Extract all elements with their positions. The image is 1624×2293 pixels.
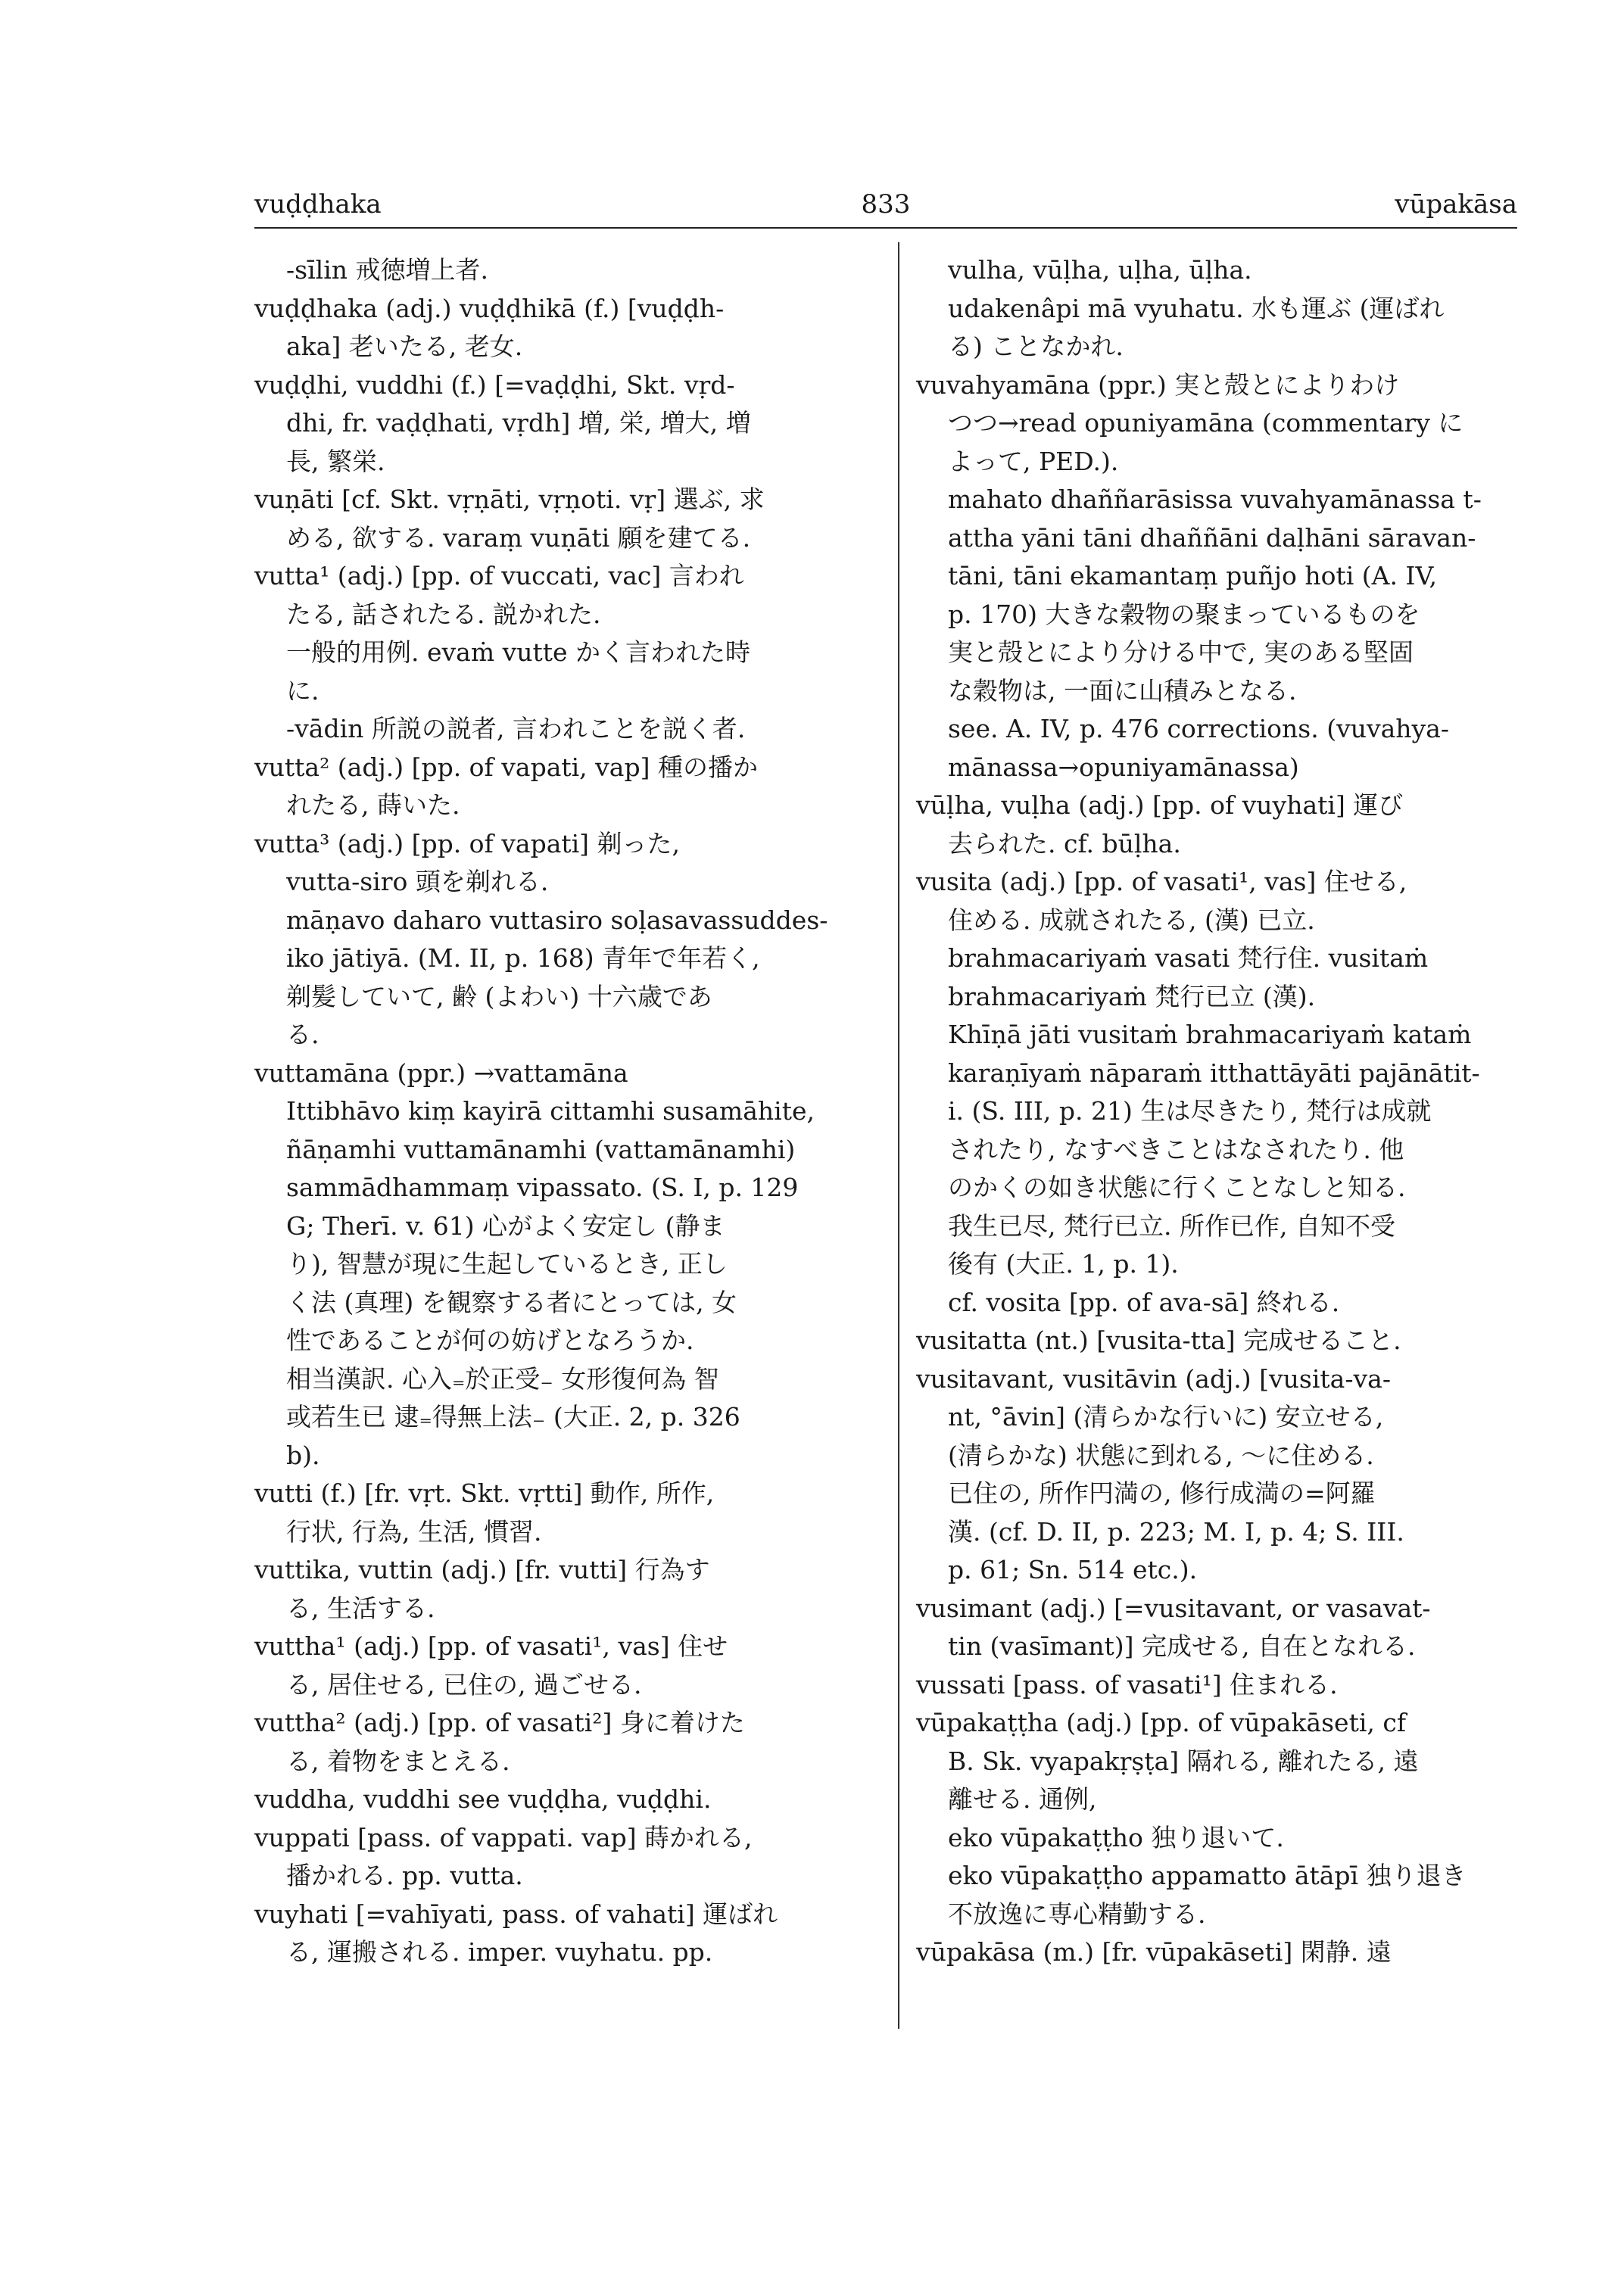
dictionary-line: udakenâpi mā vyuhatu. 水も運ぶ (運ばれ [948,293,1445,323]
dictionary-line: り), 智慧が現に生起しているとき, 正し [286,1249,728,1279]
dictionary-line: cf. vosita [pp. of ava-sā] 終れる. [948,1287,1340,1317]
dictionary-line: る, 運搬される. imper. vuyhatu. pp. [286,1937,713,1967]
dictionary-line: 相当漢訳. 心入₌於正受₋ 女形復何為 智 [286,1363,719,1394]
dictionary-line: vuṇāti [cf. Skt. vṛṇāti, vṛṇoti. vṛ] 選ぶ, 求 [254,484,765,514]
dictionary-line: vuḍḍhaka (adj.) vuḍḍhikā (f.) [vuḍḍh- [254,293,725,323]
dictionary-line: vutta² (adj.) [pp. of vapati, vap] 種の播か [254,752,758,782]
dictionary-line: Ittibhāvo kiṃ kayirā cittamhi susamāhite, [286,1096,815,1126]
dictionary-line: vuḍḍhi, vuddhi (f.) [=vaḍḍhi, Skt. vṛd- [254,369,735,400]
dictionary-line: (清らかな) 状態に到れる, ～に住める. [948,1440,1374,1470]
header-left-guide-word: vuḍḍhaka [254,189,382,220]
dictionary-line: sammādhammaṃ vipassato. (S. I, p. 129 [286,1173,799,1202]
dictionary-line: vūḷha, vuḷha (adj.) [pp. of vuyhati] 運び [916,790,1404,820]
dictionary-line: に. [286,675,320,706]
dictionary-line: のかくの如き状態に行くことなしと知る. [948,1173,1406,1202]
dictionary-line: vusitavant, vusitāvin (adj.) [vusita-va- [916,1363,1391,1394]
dictionary-line: る) ことなかれ. [948,332,1124,361]
dictionary-line: 一般的用例. evaṁ vutte かく言われた時 [286,637,751,667]
dictionary-line: vuvahyamāna (ppr.) 実と殻とによりわけ [916,369,1400,400]
dictionary-line: 已住の, 所作円満の, 修行成満の=阿羅 [948,1478,1376,1508]
dictionary-line: vuddha, vuddhi see vuḍḍha, vuḍḍhi. [254,1784,712,1814]
dictionary-line: vusitatta (nt.) [vusita-tta] 完成せること. [916,1326,1401,1355]
dictionary-line: vulha, vūḷha, uḷha, ūḷha. [948,255,1252,285]
dictionary-line: nt, °āvin] (清らかな行いに) 安立せる, [948,1402,1384,1432]
dictionary-line: mahato dhaññarāsissa vuvahyamānassa t- [948,484,1482,514]
dictionary-line: -sīlin 戒徳増上者. [286,255,488,285]
right-column [916,251,1522,1972]
dictionary-line: mānassa→opuniyamānassa) [948,752,1299,782]
dictionary-line: brahmacariyaṁ 梵行已立 (漢). [948,981,1316,1011]
dictionary-line: eko vūpakaṭṭho appamatto ātāpī 独り退き [948,1861,1467,1890]
dictionary-line: brahmacariyaṁ vasati 梵行住. vusitaṁ [948,943,1429,973]
dictionary-line: る. [286,1020,320,1049]
page-number: 833 [861,189,911,220]
dictionary-line: よって, PED.). [948,446,1119,476]
dictionary-line: tin (vasīmant)] 完成せる, 自在となれる. [948,1631,1416,1661]
dictionary-line: māṇavo daharo vuttasiro soḷasavassuddes- [286,905,828,935]
dictionary-line: 後有 (大正. 1, p. 1). [948,1249,1179,1279]
dictionary-line: 漢. (cf. D. II, p. 223; M. I, p. 4; S. III. [948,1516,1404,1547]
dictionary-line: G; Therī. v. 61) 心がよく安定し (静ま [286,1210,725,1241]
dictionary-line: な穀物は, 一面に山積みとなる. [948,675,1297,706]
dictionary-line: る, 生活する. [286,1593,435,1623]
dictionary-line: 行状, 行為, 生活, 慣習. [286,1516,542,1547]
dictionary-line: iko jātiyā. (M. II, p. 168) 青年で年若く, [286,943,760,973]
dictionary-line: aka] 老いたる, 老女. [286,332,523,361]
dictionary-line: attha yāni tāni dhaññāni daḷhāni sāravan- [948,522,1476,553]
dictionary-line: p. 170) 大きな穀物の聚まっているものを [948,599,1420,629]
dictionary-line: つつ→read opuniyamāna (commentary に [948,408,1463,438]
dictionary-line: vutti (f.) [fr. vṛt. Skt. vṛtti] 動作, 所作, [254,1478,715,1508]
dictionary-line: tāni, tāni ekamantaṃ puñjo hoti (A. IV, [948,561,1438,590]
dictionary-line: Khīṇā jāti vusitaṁ brahmacariyaṁ kataṁ [948,1020,1472,1049]
dictionary-line: 性であることが何の妨げとなろうか. [286,1326,694,1355]
dictionary-line: る, 着物をまとえる. [286,1746,510,1776]
column-divider [898,242,899,2029]
dictionary-line: dhi, fr. vaḍḍhati, vṛdh] 増, 栄, 増大, 増 [286,408,751,438]
dictionary-line: B. Sk. vyapakṛṣṭa] 隔れる, 離れたる, 遠 [948,1746,1419,1776]
dictionary-line: vuyhati [=vahīyati, pass. of vahati] 運ばれ [254,1899,778,1929]
dictionary-line: ñāṇamhi vuttamānamhi (vattamānamhi) [286,1134,796,1164]
dictionary-line: たる, 話されたる. 説かれた. [286,599,601,629]
dictionary-line: karaṇīyaṁ nāparaṁ itthattāyāti pajānātit- [948,1058,1480,1088]
dictionary-line: 長, 繁栄. [286,446,385,476]
dictionary-line: 実と殻とにより分ける中で, 実のある堅固 [948,637,1414,667]
dictionary-line: vuttamāna (ppr.) →vattamāna [254,1058,628,1088]
dictionary-line: vuttha¹ (adj.) [pp. of vasati¹, vas] 住せ [254,1631,728,1661]
dictionary-line: 或若生已 逮₌得無上法₋ (大正. 2, p. 326 [286,1402,740,1432]
dictionary-line: める, 欲する. varaṃ vuṇāti 願を建てる. [286,522,751,553]
dictionary-line: されたり, なすべきことはなされたり. 他 [948,1134,1404,1164]
dictionary-line: る, 居住せる, 已住の, 過ごせる. [286,1669,642,1699]
dictionary-line: 不放逸に専心精勤する. [948,1899,1206,1929]
dictionary-line: vutta³ (adj.) [pp. of vapati] 剃った, [254,828,681,858]
dictionary-line: vuttha² (adj.) [pp. of vasati²] 身に着けた [254,1708,745,1737]
dictionary-line: vutta-siro 頭を剃れる. [286,867,549,896]
dictionary-line: 離せる. 通例, [948,1784,1097,1814]
dictionary-line: 播かれる. pp. vutta. [286,1861,523,1890]
dictionary-line: く法 (真理) を観察する者にとっては, 女 [286,1287,737,1317]
dictionary-line: 剃髪していて, 齢 (よわい) 十六歳であ [286,981,712,1011]
dictionary-line: vutta¹ (adj.) [pp. of vuccati, vac] 言われ [254,561,744,590]
dictionary-line: b). [286,1440,320,1470]
page-header [254,189,1517,229]
dictionary-line: vūpakaṭṭha (adj.) [pp. of vūpakāseti, cf [916,1708,1407,1737]
dictionary-line: vusimant (adj.) [=vusitavant, or vasavat- [916,1593,1431,1623]
dictionary-line: vūpakāsa (m.) [fr. vūpakāseti] 閑静. 遠 [916,1937,1392,1967]
dictionary-line: vussati [pass. of vasati¹] 住まれる. [916,1669,1338,1699]
dictionary-line: i. (S. III, p. 21) 生は尽きたり, 梵行は成就 [948,1096,1432,1126]
dictionary-line: see. A. IV, p. 476 corrections. (vuvahya- [948,714,1450,743]
dictionary-line: -vādin 所説の説者, 言われことを説く者. [286,714,746,743]
left-column [254,251,860,1972]
dictionary-line: vusita (adj.) [pp. of vasati¹, vas] 住せる, [916,867,1407,896]
dictionary-line: vuppati [pass. of vappati. vap] 蒔かれる, [254,1822,753,1852]
dictionary-line: vuttika, vuttin (adj.) [fr. vutti] 行為す [254,1555,710,1584]
dictionary-line: 我生已尽, 梵行已立. 所作已作, 自知不受 [948,1210,1395,1241]
dictionary-line: れたる, 蒔いた. [286,790,460,820]
dictionary-line: p. 61; Sn. 514 etc.). [948,1555,1198,1584]
dictionary-line: eko vūpakaṭṭho 独り退いて. [948,1822,1284,1852]
dictionary-line: 去られた. cf. būḷha. [948,828,1181,858]
header-right-guide-word: vūpakāsa [1395,189,1517,220]
dictionary-line: 住める. 成就されたる, (漢) 已立. [948,905,1315,935]
